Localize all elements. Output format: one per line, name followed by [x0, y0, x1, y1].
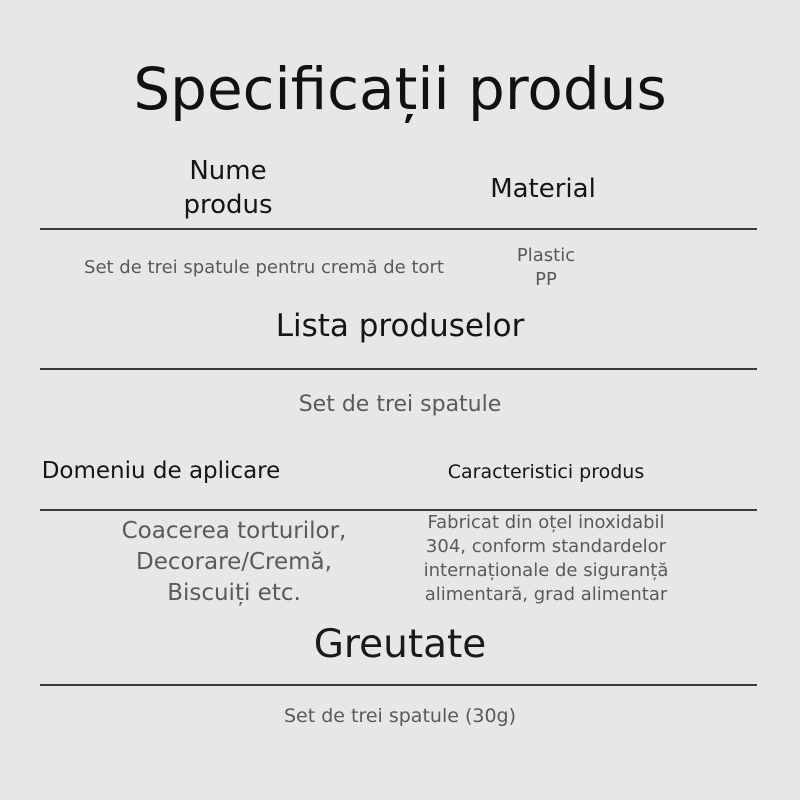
product-list-header: Lista produselor: [275, 308, 525, 344]
divider-product-list: [40, 368, 757, 370]
product-name-header-line-1: Nume: [189, 156, 267, 186]
product-features-line-4: alimentară, grad alimentar: [424, 584, 668, 605]
material-value-line-2: PP: [535, 269, 557, 290]
product-features-header: Caracteristici produs: [447, 461, 645, 483]
product-features-value: [396, 511, 696, 607]
page-title: Specificații produs: [133, 55, 667, 123]
material-header: Material: [490, 174, 596, 204]
product-features-line-1: Fabricat din oțel inoxidabil: [427, 512, 665, 533]
weight-header: Greutate: [313, 622, 487, 667]
material-value-line-1: Plastic: [516, 245, 576, 266]
application-domain-header: Domeniu de aplicare: [41, 458, 281, 484]
divider-weight: [40, 684, 757, 686]
divider-row1: [40, 228, 757, 230]
application-domain-line-1: Coacerea torturilor,: [121, 518, 347, 544]
application-domain-value: [94, 516, 374, 609]
product-features-line-2: 304, conform standardelor: [425, 536, 667, 557]
product-list-value: Set de trei spatule: [298, 392, 502, 417]
product-name-value: Set de trei spatule pentru cremă de tort: [84, 257, 444, 278]
product-features-line-3: internaționale de siguranță: [423, 560, 669, 581]
product-name-header: [128, 154, 328, 222]
application-domain-line-3: Biscuiți etc.: [167, 580, 301, 606]
application-domain-line-2: Decorare/Cremă,: [136, 549, 332, 575]
weight-value: Set de trei spatule (30g): [283, 705, 517, 727]
product-name-header-line-2: produs: [183, 190, 273, 220]
material-value: [486, 244, 606, 292]
